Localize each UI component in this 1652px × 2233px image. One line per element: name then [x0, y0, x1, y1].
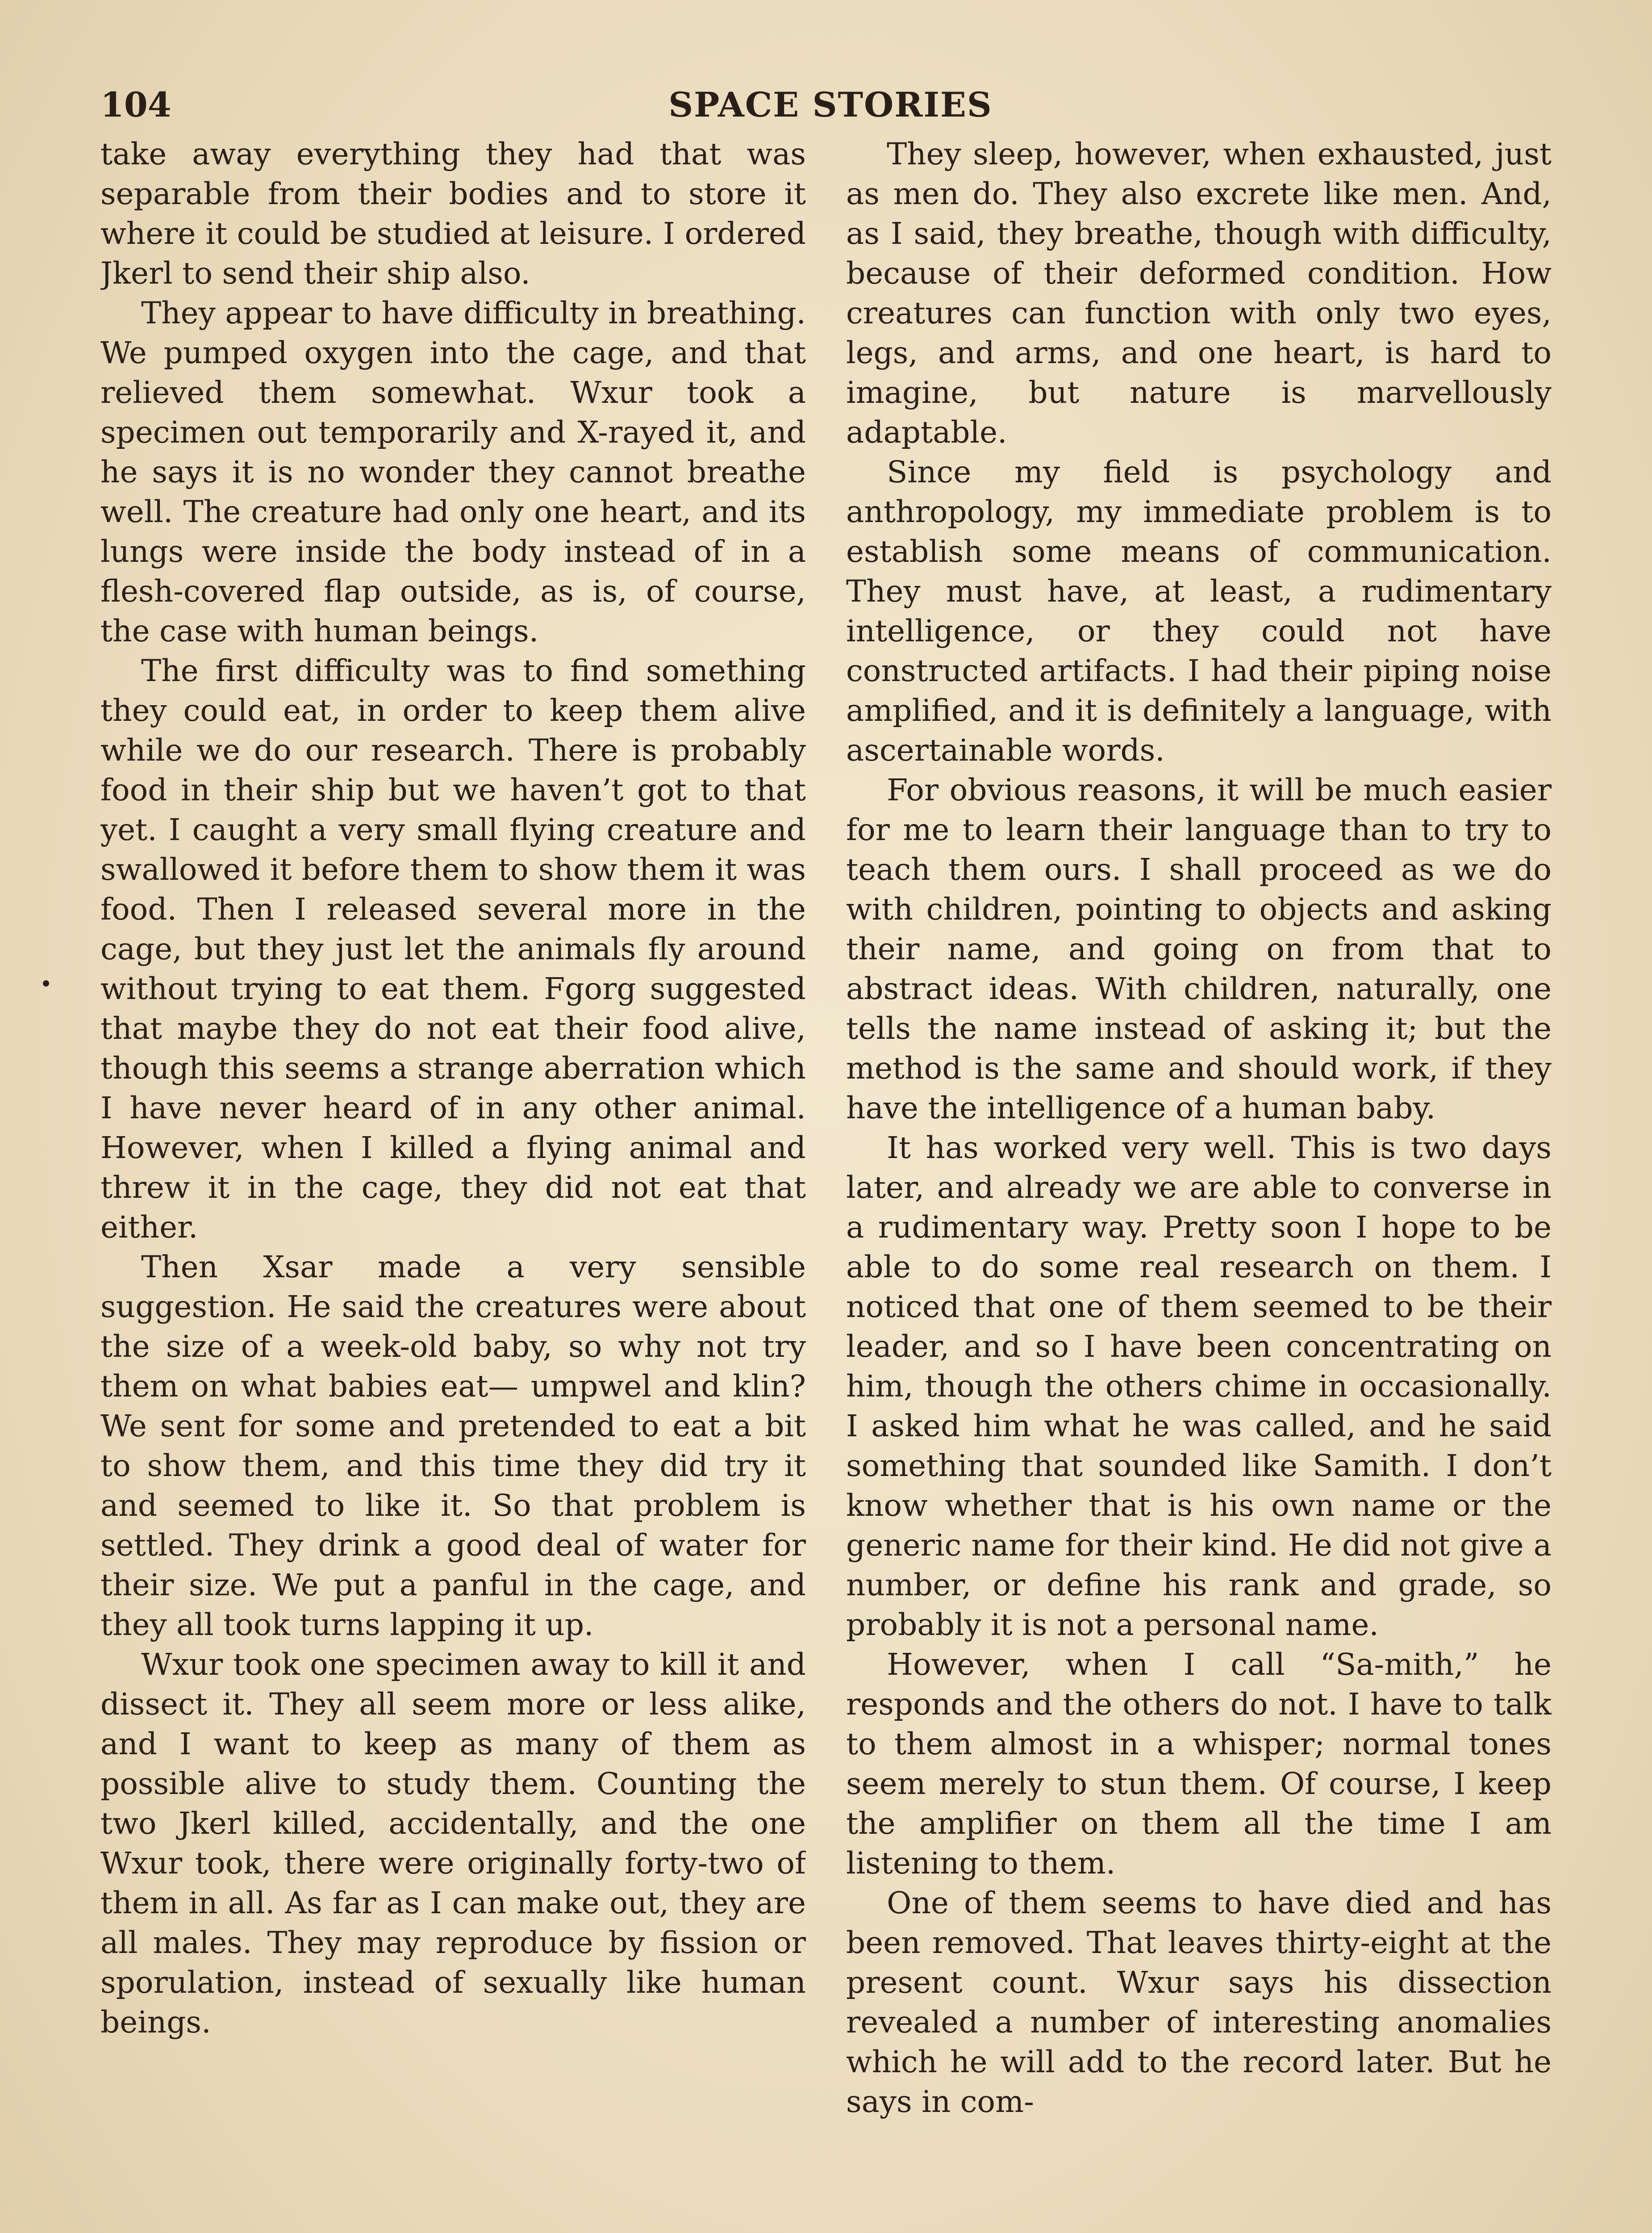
paragraph: Wxur took one specimen away to kill it and dissect it. They all seem more or less alike, and I want to keep as many of them as possible alive to study them. Counting the two Jkerl killed, accidentally, and the one Wxur took, there were originally forty-two of them in all. As far as I can make out, they are all males. They may reproduce by fission or sporulation, instead of sexually like human beings.: [100, 1647, 806, 2040]
paragraph: Since my field is psychology and anthropology, my immediate problem is to establish some means of communication. They must have, at least, a rudimentary intelligence, or they could not have constructed artifacts. I had their piping noise amplified, and it is definitely a language, with ascertainable words.: [846, 454, 1552, 768]
paragraph: However, when I call “Sa-mith,” he responds and the others do not. I have to talk to them almost in a whisper; normal tones seem merely to stun them. Of course, I keep the amplifier on them all the time I am listening to them.: [846, 1647, 1552, 1881]
page-header: [100, 80, 1560, 130]
paragraph: The first difficulty was to find something they could eat, in order to keep them alive while we do our research. There is probably food in their ship but we haven’t got to that yet. I caught a very small flying creature and swallowed it before them to show them it was food. Then I released several more in the cage, but they just let the animals fly around without trying to eat them. Fgorg suggested that maybe they do not eat their food alive, though this seems a strange aberration which I have never heard of in any other animal. However, when I killed a flying animal and threw it in the cage, they did not eat that either.: [100, 653, 806, 1245]
paragraph: They sleep, however, when exhausted, just as men do. They also excrete like men. And, as I said, they breathe, though with difficulty, because of their deformed condition. How creatures can function with only two eyes, legs, and arms, and one heart, is hard to imagine, but nature is marvellously adaptable.: [846, 136, 1552, 450]
paragraph: take away everything they had that was separable from their bodies and to store it where it could be studied at leisure. I ordered Jkerl to send their ship also.: [100, 136, 806, 291]
paragraph: Then Xsar made a very sensible suggestion. He said the creatures were about the size of a week-old baby, so why not try them on what babies eat— umpwel and klin? We sent for some and pretended to eat a bit to show them, and this time they did try it and seemed to like it. So that problem is settled. They drink a good deal of water for their size. We put a panful in the cage, and they all took turns lapping it up.: [100, 1249, 806, 1642]
left-column: [100, 134, 806, 2233]
right-column: [846, 134, 1552, 2233]
paragraph: One of them seems to have died and has been removed. That leaves thirty-eight at the present count. Wxur says his dissection revealed a number of interesting anomalies which he will add to the record later. But he says in com-: [846, 1885, 1552, 2119]
paragraph: It has worked very well. This is two days later, and already we are able to converse in a rudimentary way. Pretty soon I hope to be able to do some real research on them. I noticed that one of them seemed to be their leader, and so I have been concentrating on him, though the others chime in occasionally. I asked him what he was called, and he said something that sounded like Samith. I don’t know whether that is his own name or the generic name for their kind. He did not give a number, or define his rank and grade, so probably it is not a personal name.: [846, 1130, 1552, 1642]
ink-speck: [43, 980, 49, 987]
running-head: SPACE STORIES: [668, 85, 993, 125]
paragraph: They appear to have difficulty in breathing. We pumped oxygen into the cage, and that relieved them somewhat. Wxur took a specimen out temporarily and X-rayed it, and he says it is no wonder they cannot breathe well. The creature had only one heart, and its lungs were inside the body instead of in a flesh-covered flap outside, as is, of course, the case with human beings.: [100, 295, 806, 648]
page-number: 104: [100, 85, 171, 125]
paragraph: For obvious reasons, it will be much easier for me to learn their language than to try to teach them ours. I shall proceed as we do with children, pointing to objects and asking their name, and going on from that to abstract ideas. With children, naturally, one tells the name instead of asking it; but the method is the same and should work, if they have the intelligence of a human baby.: [846, 772, 1552, 1125]
